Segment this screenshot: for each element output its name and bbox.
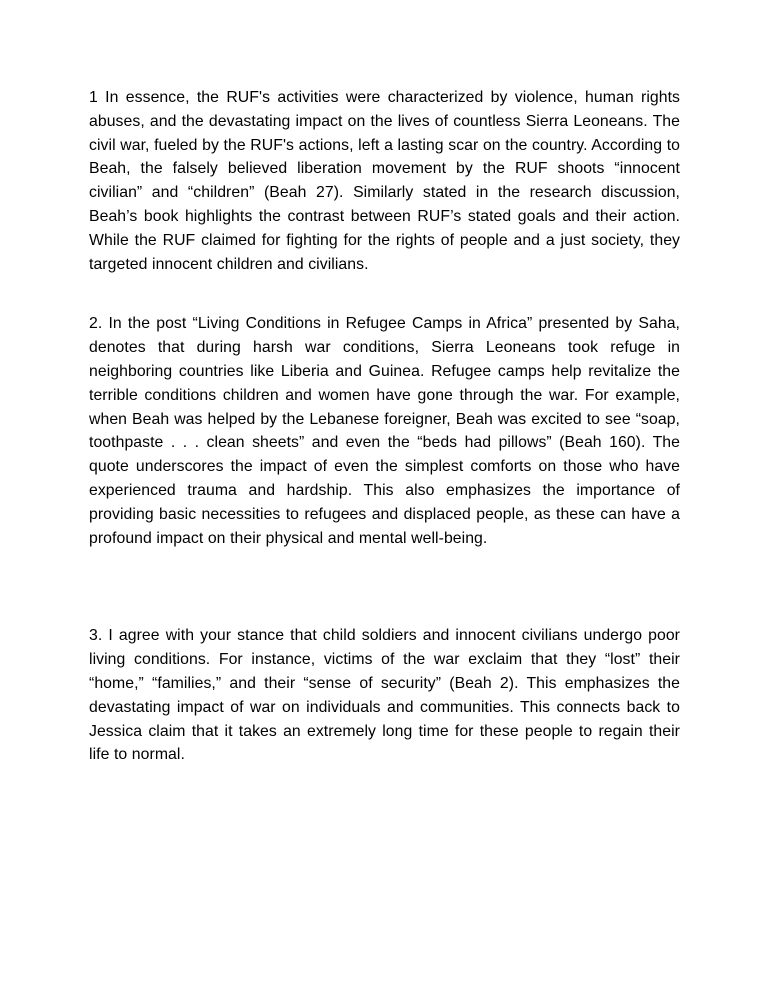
document-body xyxy=(89,86,680,767)
paragraph-3: 3. I agree with your stance that child soldiers and innocent civilians undergo poor living conditions. For instance, victims of the war exclaim that they “lost” their “home,” “families,” and their “sense of security” (Beah 2). This emphasizes the devastating impact of war on individuals and communities. This connects back to Jessica claim that it takes an extremely long time for these people to regain their life to normal. xyxy=(89,627,680,764)
paragraph-2: 2. In the post “Living Conditions in Refugee Camps in Africa” presented by Saha, denotes that during harsh war conditions, Sierra Leoneans took refuge in neighboring countries like Liberia and Guinea. Refugee camps help revitalize the terrible conditions children and women have gone through the war. For example, when Beah was helped by the Lebanese foreigner, Beah was excited to see “soap, toothpaste . . . clean sheets” and even the “beds had pillows” (Beah 160). The quote underscores the impact of even the simplest comforts on those who have experienced trauma and hardship. This also emphasizes the importance of providing basic necessities to refugees and displaced people, as these can have a profound impact on their physical and mental well-being. xyxy=(89,315,680,547)
paragraph-1: 1 In essence, the RUF's activities were characterized by violence, human rights abuses, and the devastating impact on the lives of countless Sierra Leoneans. The civil war, fueled by the RUF's actions, left a lasting scar on the country. According to Beah, the falsely believed liberation movement by the RUF shoots “innocent civilian” and “children” (Beah 27). Similarly stated in the research discussion, Beah’s book highlights the contrast between RUF’s stated goals and their action. While the RUF claimed for fighting for the rights of people and a just society, they targeted innocent children and civilians. xyxy=(89,89,680,273)
paragraph-spacer-1 xyxy=(89,276,680,312)
paragraph-spacer-2 xyxy=(89,550,680,624)
